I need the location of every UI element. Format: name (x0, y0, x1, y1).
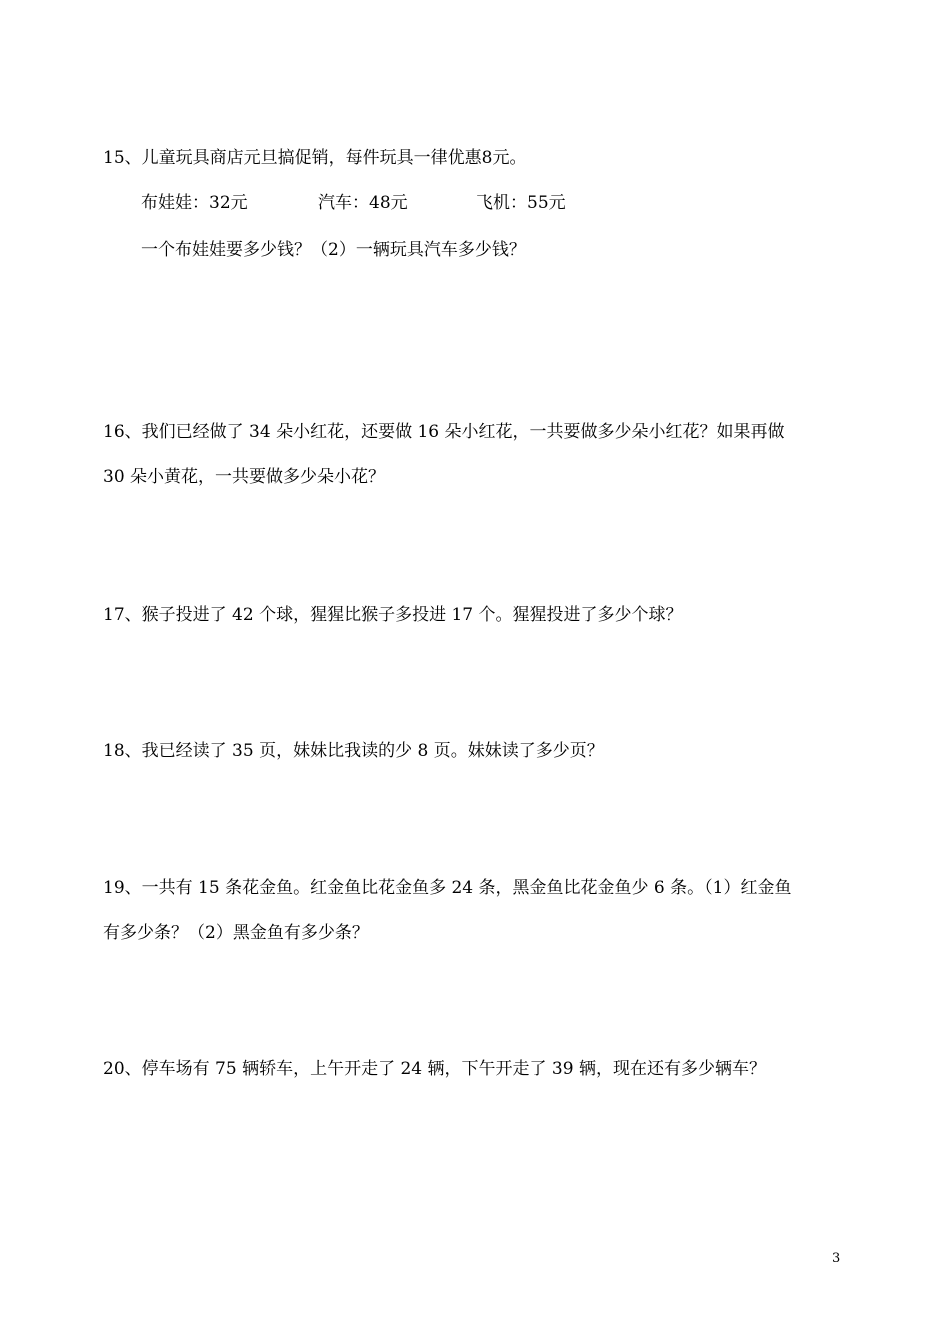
problem-17-text: 17、猴子投进了 42 个球，猩猩比猴子多投进 17 个。猩猩投进了多少个球？ (103, 605, 683, 625)
problem-16-line-1: 16、我们已经做了 34 朵小红花，还要做 16 朵小红花，一共要做多少朵小红花？如果再做 (103, 422, 785, 442)
problem-15-questions: 一个布娃娃要多少钱？（2）一辆玩具汽车多少钱？ (141, 240, 526, 260)
problem-19-line-1: 19、一共有 15 条花金鱼。红金鱼比花金鱼多 24 条，黑金鱼比花金鱼少 6 条。（1）红金鱼 (103, 878, 792, 898)
problem-19-line-2: 有多少条？（2）黑金鱼有多少条？ (103, 923, 369, 943)
price-plane: 飞机：55元 (476, 193, 566, 213)
problem-18-text: 18、我已经读了 35 页，妹妹比我读的少 8 页。妹妹读了多少页？ (103, 741, 604, 761)
price-doll: 布娃娃：32元 (141, 193, 248, 213)
problem-15-text: 15、儿童玩具商店元旦搞促销，每件玩具一律优惠8元。 (103, 148, 527, 168)
problem-16-line-2: 30 朵小黄花，一共要做多少朵小花？ (103, 467, 386, 487)
price-car: 汽车：48元 (318, 193, 408, 213)
page-number: 3 (832, 1251, 841, 1266)
problem-20-text: 20、停车场有 75 辆轿车，上午开走了 24 辆，下午开走了 39 辆，现在还有多少辆车？ (103, 1059, 766, 1079)
